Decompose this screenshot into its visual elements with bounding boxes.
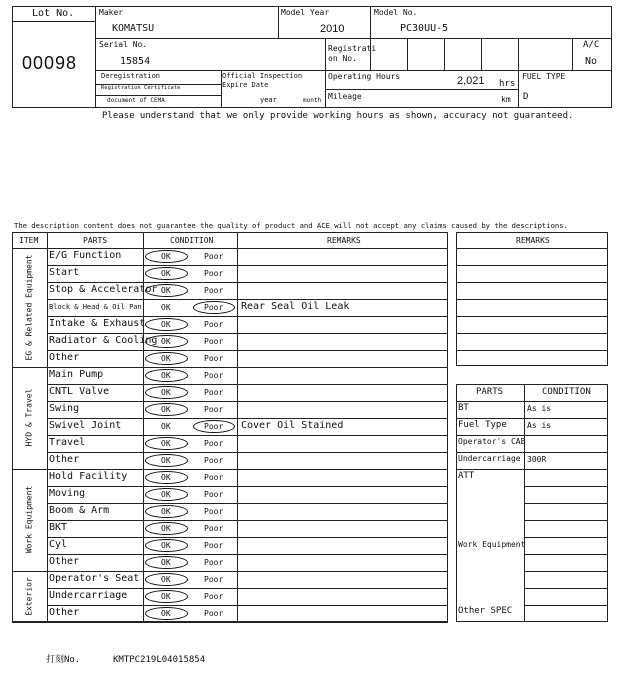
- right-part-label: Undercarriage: [458, 454, 521, 463]
- selected-condition-mark: [145, 437, 188, 450]
- part-label: CNTL Valve: [49, 386, 110, 397]
- header-parts: PARTS: [83, 236, 108, 245]
- year-label: year: [260, 96, 277, 104]
- selected-condition-mark: [145, 335, 188, 348]
- part-label: Swing: [49, 403, 80, 414]
- ok-option: OK: [161, 456, 171, 465]
- selected-condition-mark: [193, 420, 235, 433]
- ok-option: OK: [161, 320, 171, 329]
- part-label: Hold Facility: [49, 471, 128, 482]
- ok-option: OK: [161, 507, 171, 516]
- selected-condition-mark: [145, 471, 188, 484]
- poor-option: Poor: [204, 269, 224, 278]
- ok-option: OK: [161, 439, 171, 448]
- model-no-label: Model No.: [374, 8, 418, 17]
- header-condition: CONDITION: [170, 236, 214, 245]
- remark-text: Rear Seal Oil Leak: [241, 301, 350, 312]
- selected-condition-mark: [193, 301, 235, 314]
- ok-option: OK: [161, 490, 171, 499]
- part-label: Travel: [49, 437, 86, 448]
- operating-hours-value: 2,021: [457, 75, 485, 87]
- poor-option: Poor: [204, 507, 224, 516]
- part-label: Main Pump: [49, 369, 104, 380]
- month-label: month: [303, 97, 322, 104]
- part-label: Block & Head & Oil Pan: [49, 303, 142, 311]
- part-label: Swivel Joint: [49, 420, 122, 431]
- selected-condition-mark: [145, 250, 188, 263]
- right-condition-header: CONDITION: [542, 387, 591, 397]
- poor-option: Poor: [204, 473, 224, 482]
- part-label: Other: [49, 556, 80, 567]
- model-year-label: Model Year: [281, 8, 330, 17]
- right-part-label: Other SPEC: [458, 606, 513, 616]
- selected-condition-mark: [145, 369, 188, 382]
- selected-condition-mark: [145, 590, 188, 603]
- group-label: Exterior: [24, 576, 34, 616]
- ac-label: A/C: [583, 40, 600, 50]
- part-label: Stop & Accelerator: [49, 284, 158, 295]
- ok-option: OK: [161, 252, 171, 261]
- ok-option: OK: [161, 371, 171, 380]
- lot-no-label: Lot No.: [32, 8, 75, 19]
- right-part-label: Work Equipment: [458, 540, 526, 549]
- ok-option: OK: [161, 269, 171, 278]
- lot-no-value: 00098: [22, 53, 78, 73]
- document-of-cema-label: document of CEMA: [107, 97, 165, 104]
- part-label: Moving: [49, 488, 86, 499]
- selected-condition-mark: [145, 454, 188, 467]
- hours-notice: Please understand that we only provide working hours as shown, accuracy not guaranteed.: [102, 111, 574, 121]
- ok-option: OK: [161, 558, 171, 567]
- ok-option: OK: [161, 286, 171, 295]
- poor-option: Poor: [204, 490, 224, 499]
- part-label: Undercarriage: [49, 590, 128, 601]
- stamp-value: KMTPC219L04015854: [113, 655, 206, 665]
- part-label: Other: [49, 454, 80, 465]
- ac-value: No: [585, 56, 598, 67]
- ok-option: OK: [161, 422, 171, 431]
- poor-option: Poor: [204, 354, 224, 363]
- poor-option: Poor: [204, 575, 224, 584]
- ok-option: OK: [161, 592, 171, 601]
- right-condition-value: As is: [527, 404, 552, 413]
- serial-no-value: 15854: [120, 56, 151, 67]
- part-label: BKT: [49, 522, 68, 533]
- fuel-type-label: FUEL TYPE: [522, 72, 566, 81]
- poor-option: Poor: [204, 456, 224, 465]
- ok-option: OK: [161, 354, 171, 363]
- poor-option: Poor: [204, 320, 224, 329]
- part-label: Other: [49, 352, 80, 363]
- right-parts-header: PARTS: [476, 387, 504, 397]
- part-label: Boom & Arm: [49, 505, 110, 516]
- poor-option: Poor: [204, 541, 224, 550]
- poor-option: Poor: [204, 439, 224, 448]
- fuel-type-value: D: [523, 92, 529, 102]
- operating-hours-label: Operating Hours: [328, 72, 401, 81]
- selected-condition-mark: [145, 573, 188, 586]
- deregistration-label: Deregistration: [101, 72, 161, 80]
- poor-option: Poor: [204, 371, 224, 380]
- km-label: km: [501, 95, 511, 104]
- model-year-value: 2010: [320, 23, 345, 35]
- right-remarks-header: REMARKS: [516, 236, 550, 245]
- right-part-label: BT: [458, 403, 469, 413]
- ok-option: OK: [161, 524, 171, 533]
- registration-no-label: Registrati on No.: [328, 44, 377, 63]
- poor-option: Poor: [204, 524, 224, 533]
- ok-option: OK: [161, 337, 171, 346]
- right-condition-value: As is: [527, 421, 552, 430]
- poor-option: Poor: [204, 303, 224, 312]
- model-no-value: PC30UU-5: [400, 23, 449, 34]
- group-label: EG & Related Equipment: [24, 254, 34, 360]
- ok-option: OK: [161, 575, 171, 584]
- ok-option: OK: [161, 303, 171, 312]
- part-label: Cyl: [49, 539, 68, 550]
- poor-option: Poor: [204, 592, 224, 601]
- selected-condition-mark: [145, 488, 188, 501]
- right-part-label: ATT: [458, 471, 475, 481]
- maker-value: KOMATSU: [112, 23, 155, 34]
- mileage-label: Mileage: [328, 92, 362, 101]
- right-part-label: Fuel Type: [458, 420, 507, 430]
- header-item: ITEM: [19, 236, 39, 245]
- selected-condition-mark: [145, 522, 188, 535]
- part-label: Operator's Seat: [49, 573, 140, 584]
- part-label: Radiator & Cooling: [49, 335, 158, 346]
- selected-condition-mark: [145, 505, 188, 518]
- selected-condition-mark: [145, 539, 188, 552]
- selected-condition-mark: [145, 403, 188, 416]
- poor-option: Poor: [204, 405, 224, 414]
- poor-option: Poor: [204, 252, 224, 261]
- selected-condition-mark: [145, 284, 188, 297]
- ok-option: OK: [161, 541, 171, 550]
- part-label: Intake & Exhaust: [49, 318, 146, 329]
- part-label: E/G Function: [49, 250, 122, 261]
- stamp-label: 打刻No.: [46, 655, 81, 665]
- ok-option: OK: [161, 405, 171, 414]
- registration-certificate-label: Registration Certificate: [101, 85, 181, 91]
- selected-condition-mark: [145, 607, 188, 620]
- group-label: Work Equipment: [24, 485, 34, 554]
- selected-condition-mark: [145, 318, 188, 331]
- poor-option: Poor: [204, 337, 224, 346]
- official-inspection-label: Official Inspection Expire Date: [222, 72, 303, 89]
- poor-option: Poor: [204, 388, 224, 397]
- disclaimer-text: The description content does not guarantee the quality of product and ACE will not accept any claims caused by the descriptions.: [14, 221, 568, 230]
- ok-option: OK: [161, 473, 171, 482]
- part-label: Start: [49, 267, 80, 278]
- header-remarks: REMARKS: [327, 236, 361, 245]
- poor-option: Poor: [204, 422, 224, 431]
- selected-condition-mark: [145, 556, 188, 569]
- ok-option: OK: [161, 609, 171, 618]
- selected-condition-mark: [145, 267, 188, 280]
- poor-option: Poor: [204, 558, 224, 567]
- selected-condition-mark: [145, 386, 188, 399]
- selected-condition-mark: [145, 352, 188, 365]
- remark-text: Cover Oil Stained: [241, 420, 344, 431]
- ok-option: OK: [161, 388, 171, 397]
- maker-label: Maker: [99, 8, 124, 17]
- poor-option: Poor: [204, 286, 224, 295]
- hrs-label: hrs: [499, 79, 516, 89]
- serial-no-label: Serial No.: [99, 40, 148, 49]
- part-label: Other: [49, 607, 80, 618]
- group-label: HYD & Travel: [24, 388, 34, 447]
- right-condition-value: 300R: [527, 455, 547, 464]
- poor-option: Poor: [204, 609, 224, 618]
- right-part-label: Operator's CAB: [458, 437, 526, 446]
